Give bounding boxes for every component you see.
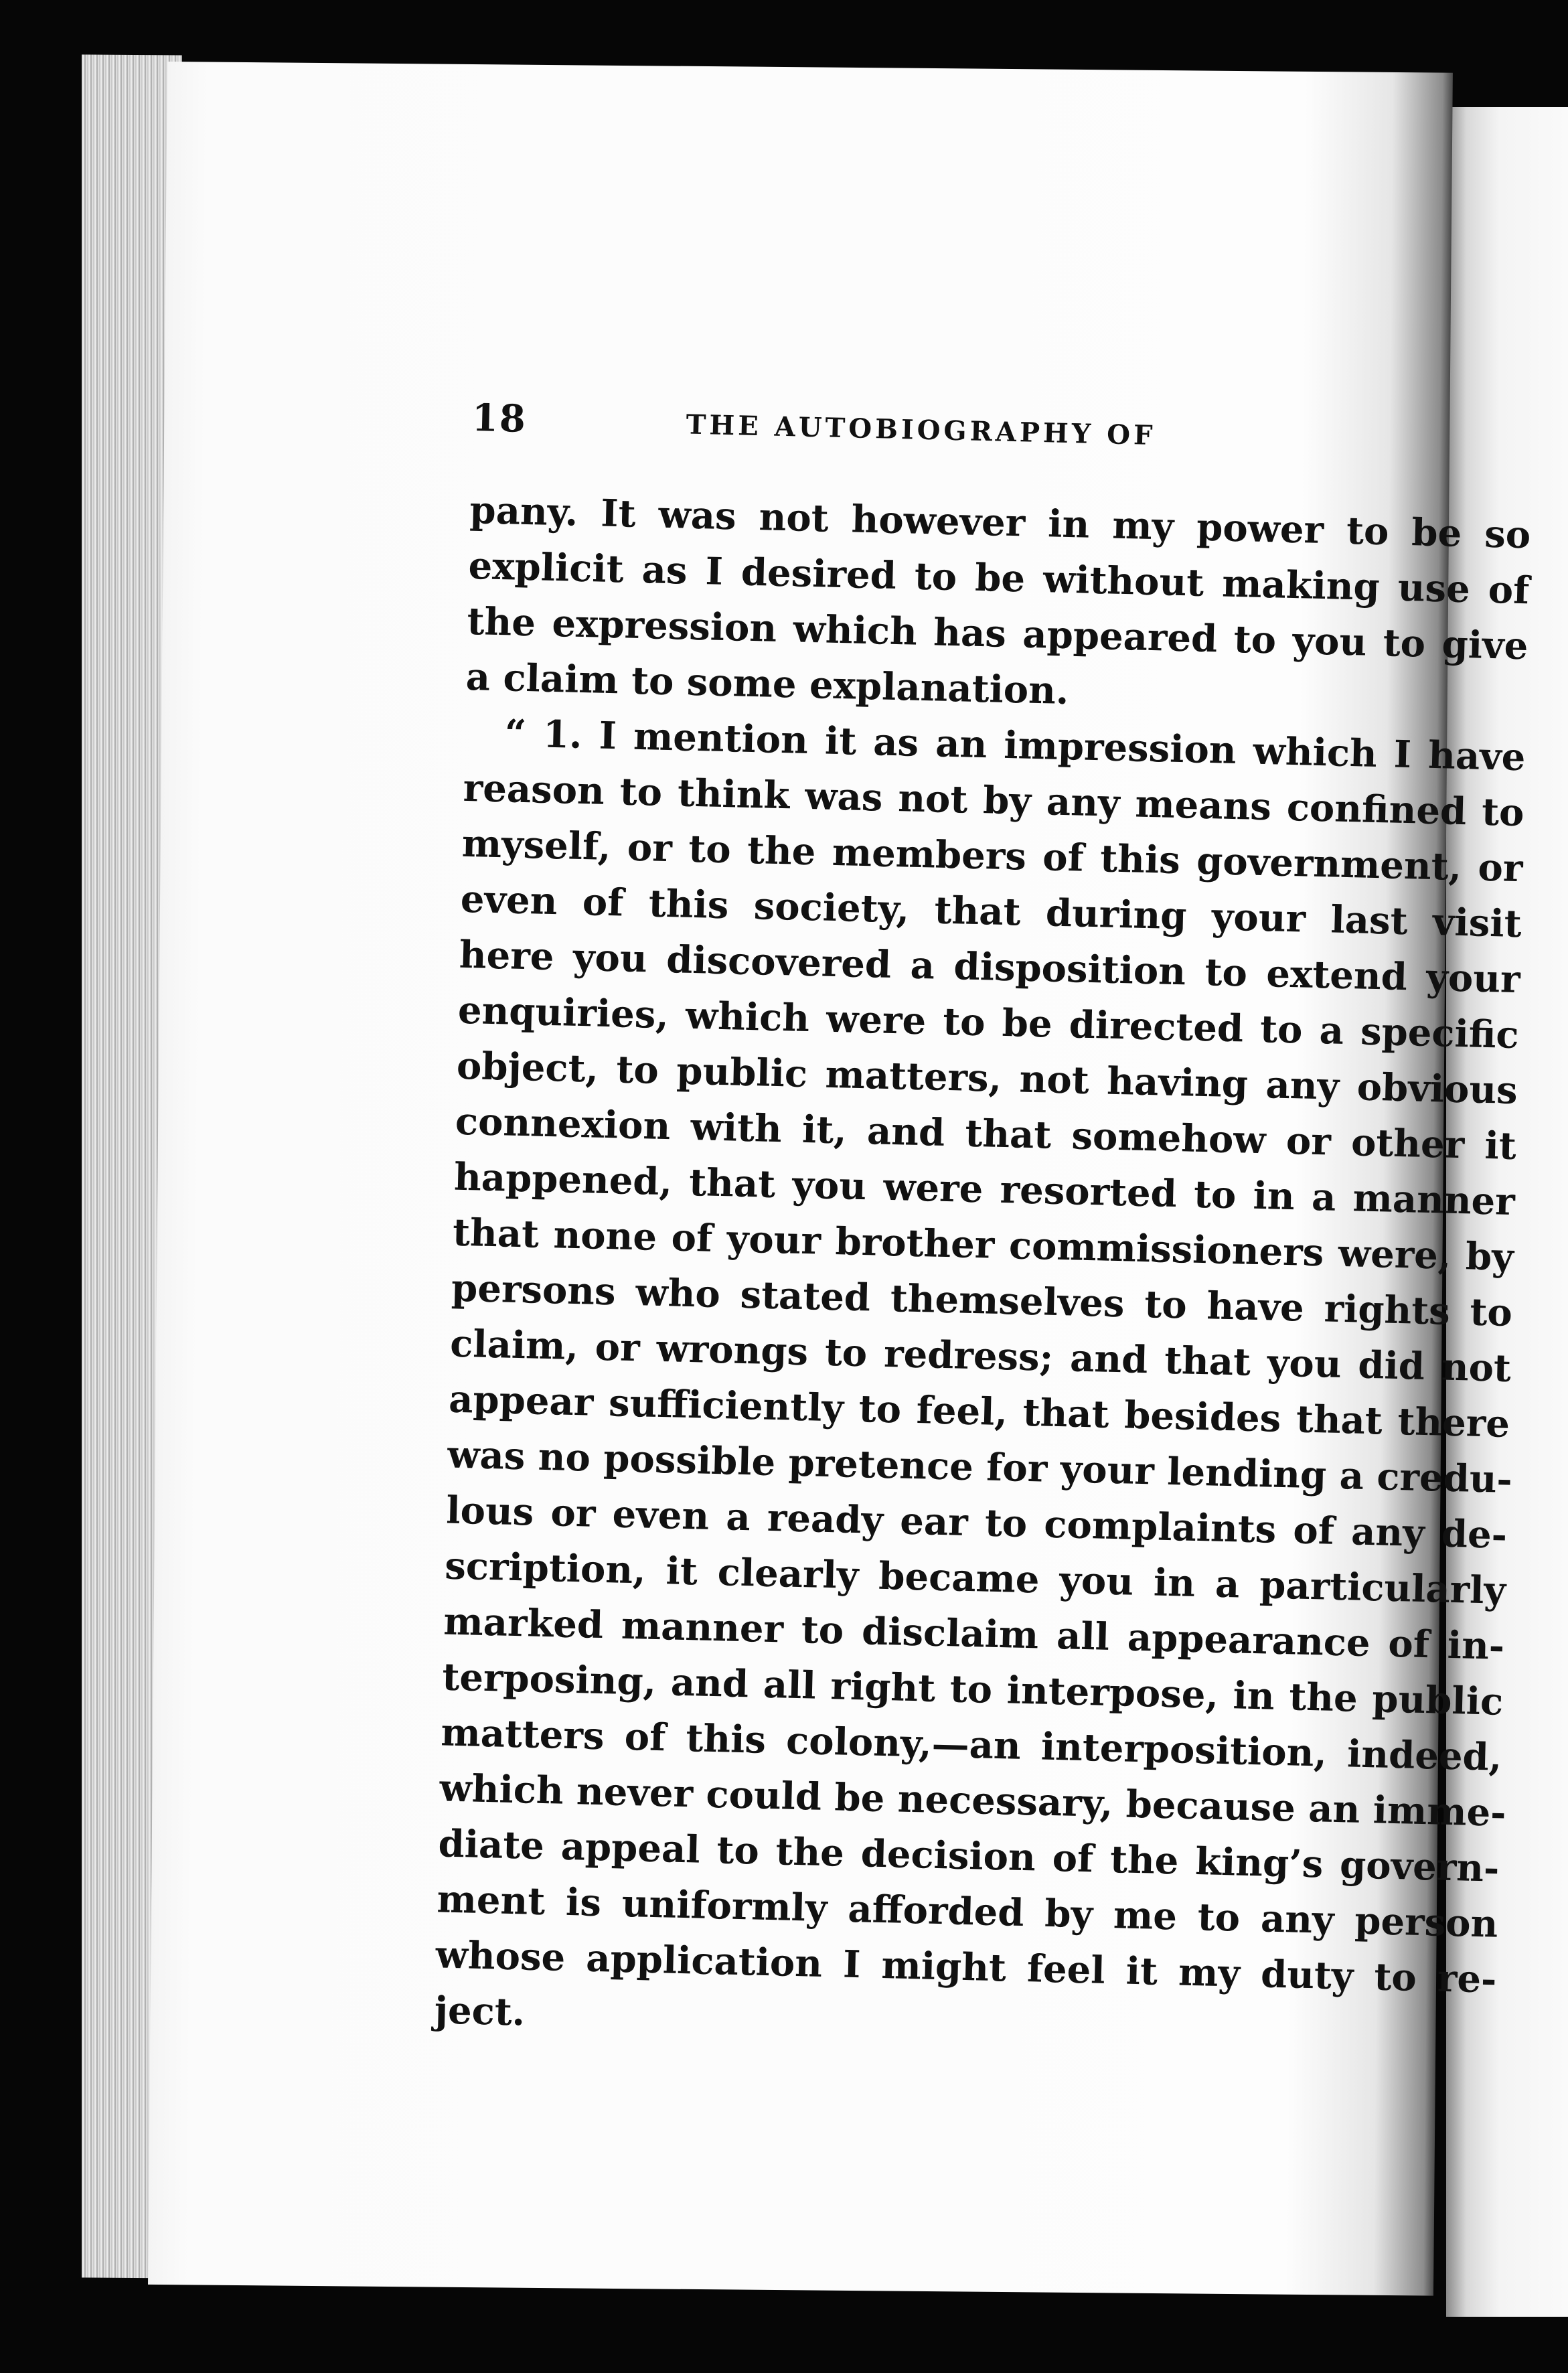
text-line: scription, it clearly became you in a particularly bbox=[444, 1543, 1506, 1613]
text-line: enquiries, which were to be directed to a specific bbox=[457, 988, 1520, 1058]
text-line: was no possible pretence for your lending a credu- bbox=[447, 1432, 1513, 1503]
text-line: reason to think was not by any means confined to bbox=[463, 765, 1525, 836]
text-line: claim, or wrongs to redress; and that you did not bbox=[449, 1321, 1512, 1391]
page-number: 18 bbox=[471, 395, 528, 441]
body-text bbox=[434, 483, 1531, 2064]
text-line: pany. It was not however in my power to be so bbox=[469, 487, 1531, 558]
text-line: appear sufficiently to feel, that besides that there bbox=[448, 1377, 1510, 1446]
text-block bbox=[434, 396, 1533, 2064]
text-line: that none of your brother commissioners were, by bbox=[452, 1210, 1514, 1280]
text-line: connexion with it, and that somehow or other it bbox=[455, 1099, 1517, 1169]
text-line: matters of this colony,—an interposition, indeed, bbox=[440, 1710, 1502, 1780]
text-line: whose application I might feel it my duty to re- bbox=[435, 1932, 1498, 2002]
text-line: happened, that you were resorted to in a manner bbox=[453, 1154, 1516, 1225]
text-line: here you discovered a disposition to extend your bbox=[459, 932, 1521, 1002]
text-line: lous or even a ready ear to complaints of any de- bbox=[445, 1488, 1508, 1557]
running-title: THE AUTOBIOGRAPHY OF bbox=[686, 408, 1157, 452]
text-line: myself, or to the members of this government, or bbox=[461, 821, 1524, 891]
text-line: a claim to some explanation. bbox=[465, 654, 1070, 714]
text-line: ject. bbox=[434, 1988, 526, 2035]
text-line: explicit as I desired to be without making use of bbox=[467, 543, 1531, 613]
text-line: object, to public matters, not having any obvious bbox=[456, 1043, 1518, 1114]
text-line: “ 1. I mention it as an impression which I have bbox=[504, 711, 1526, 780]
book-page bbox=[148, 62, 1531, 2296]
text-line: marked manner to disclaim all appearance of in- bbox=[443, 1599, 1505, 1669]
text-line: persons who stated themselves to have rights to bbox=[451, 1266, 1513, 1335]
text-line: diate appeal to the decision of the king’s govern- bbox=[437, 1821, 1500, 1891]
text-line: the expression which has appeared to you to give bbox=[466, 599, 1529, 669]
text-line: even of this society, that during your last visit bbox=[460, 876, 1522, 947]
text-line: which never could be necessary, because an imme- bbox=[439, 1766, 1507, 1835]
running-head bbox=[471, 396, 1534, 481]
text-line: ment is uniformly afforded by me to any person bbox=[436, 1877, 1499, 1946]
text-line: terposing, and all right to interpose, in the public bbox=[441, 1655, 1504, 1724]
